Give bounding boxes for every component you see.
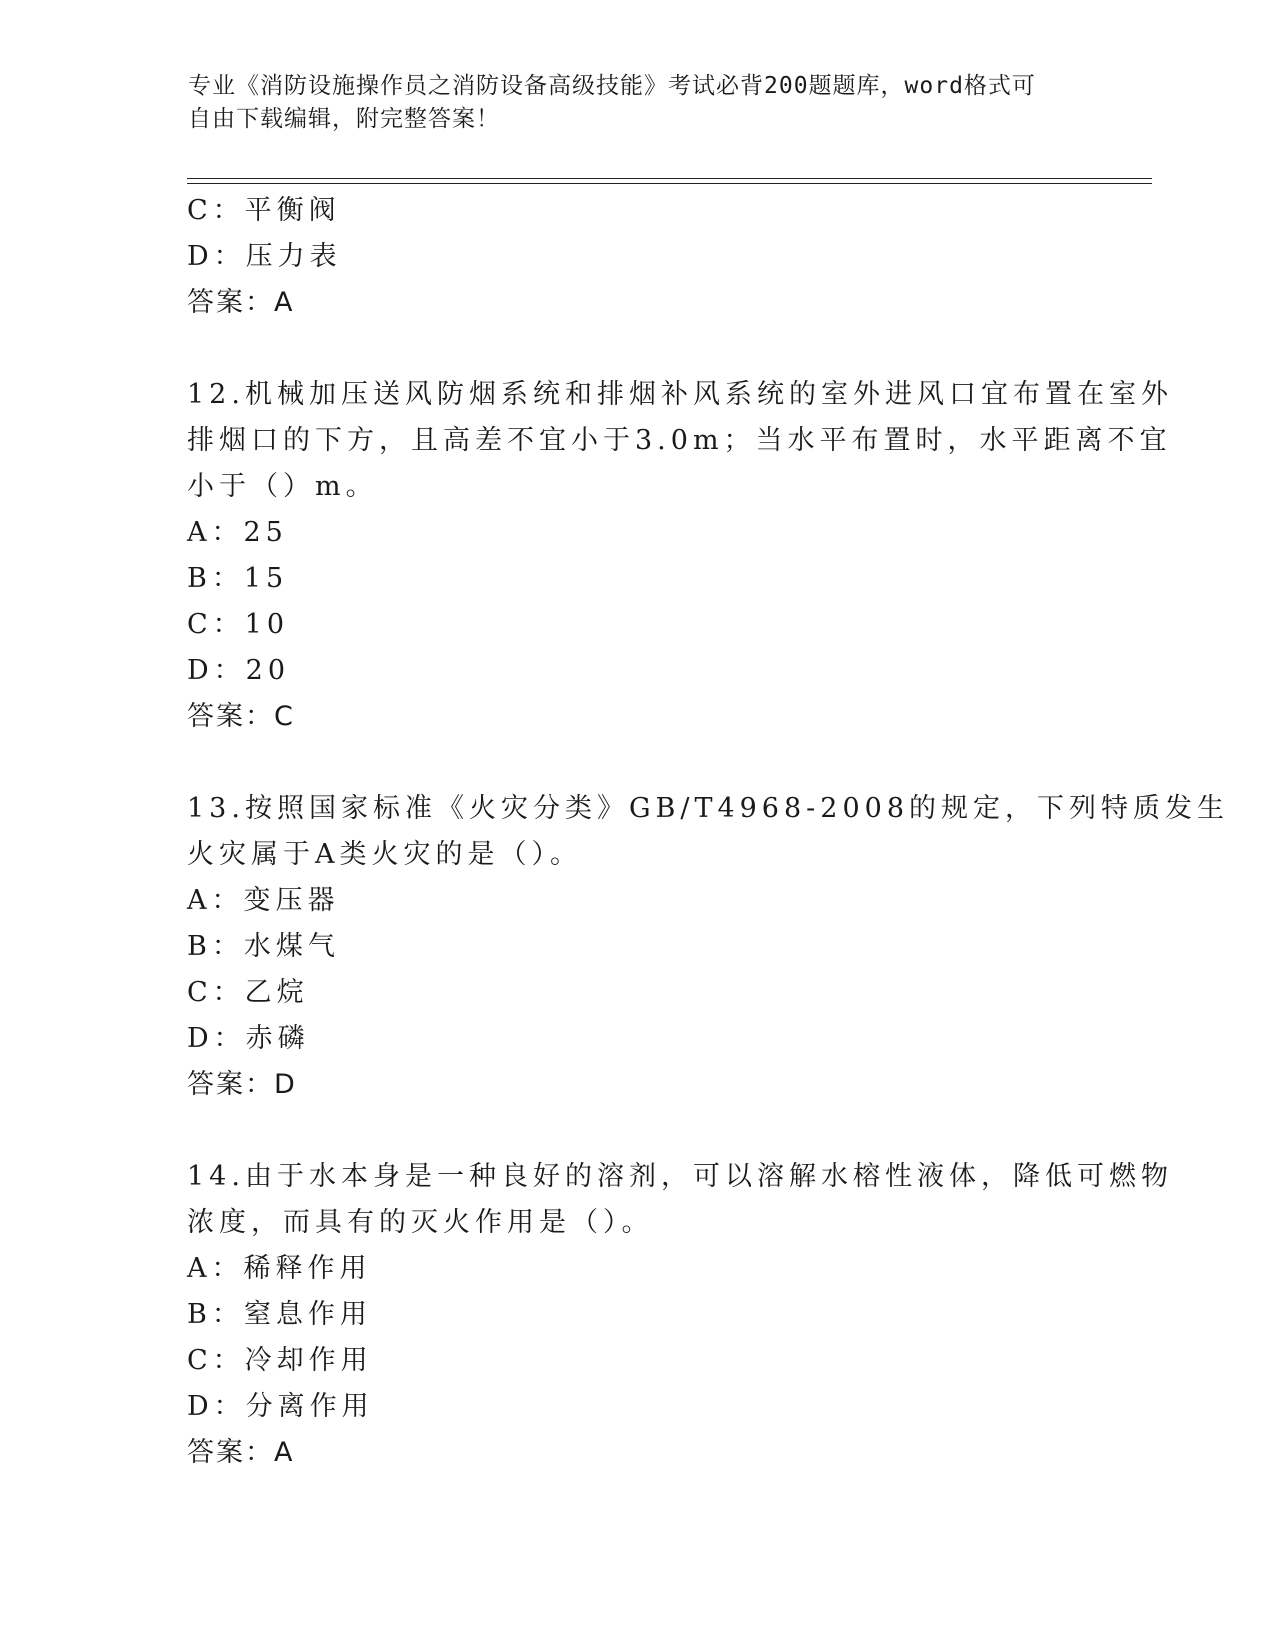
option-d: D：分离作用 xyxy=(187,1391,374,1422)
option-d: D：压力表 xyxy=(187,241,342,272)
answer: 答案：A xyxy=(187,287,295,318)
answer: 答案：D xyxy=(187,1069,297,1100)
option-c: C：平衡阀 xyxy=(187,195,341,226)
document-header xyxy=(188,70,1068,136)
answer: 答案：A xyxy=(187,1437,295,1468)
question-text-line: 13.按照国家标准《火灾分类》GB/T4968-2008的规定，下列特质发生 xyxy=(187,793,1230,824)
question-14 xyxy=(187,1154,1173,1476)
question-text-line: 小于（）m。 xyxy=(187,471,378,502)
option-c: C：乙烷 xyxy=(187,977,309,1008)
header-line-1: 专业《消防设施操作员之消防设备高级技能》考试必背200题题库，word格式可 xyxy=(188,73,1036,99)
question-text-line: 14.由于水本身是一种良好的溶剂，可以溶解水榕性液体，降低可燃物 xyxy=(187,1161,1173,1192)
spacer xyxy=(187,740,1087,786)
question-13 xyxy=(187,786,1230,1108)
question-text-line: 火灾属于A类火灾的是（）。 xyxy=(187,839,582,870)
question-text-line: 浓度，而具有的灭火作用是（）。 xyxy=(187,1207,654,1238)
prev-question xyxy=(187,188,1087,326)
question-12 xyxy=(187,372,1173,740)
document-content xyxy=(187,188,1230,1476)
option-a: A：稀释作用 xyxy=(187,1253,372,1284)
option-c: C：冷却作用 xyxy=(187,1345,373,1376)
question-text-line: 排烟口的下方，且高差不宜小于3.0m；当水平布置时，水平距离不宜 xyxy=(187,425,1172,456)
option-b: B：15 xyxy=(187,563,289,594)
option-a: A：25 xyxy=(187,517,288,548)
header-divider-top xyxy=(187,178,1152,179)
header-line-2: 自由下载编辑，附完整答案！ xyxy=(188,106,500,132)
option-a: A：变压器 xyxy=(187,885,340,916)
option-c: C：10 xyxy=(187,609,290,640)
option-d: D：20 xyxy=(187,655,291,686)
spacer xyxy=(187,1108,1087,1154)
option-d: D：赤磷 xyxy=(187,1023,310,1054)
spacer xyxy=(187,326,1087,372)
option-b: B：水煤气 xyxy=(187,931,340,962)
question-text-line: 12.机械加压送风防烟系统和排烟补风系统的室外进风口宜布置在室外 xyxy=(187,379,1173,410)
option-b: B：窒息作用 xyxy=(187,1299,372,1330)
answer: 答案：C xyxy=(187,701,295,732)
header-divider-bottom xyxy=(187,183,1152,184)
